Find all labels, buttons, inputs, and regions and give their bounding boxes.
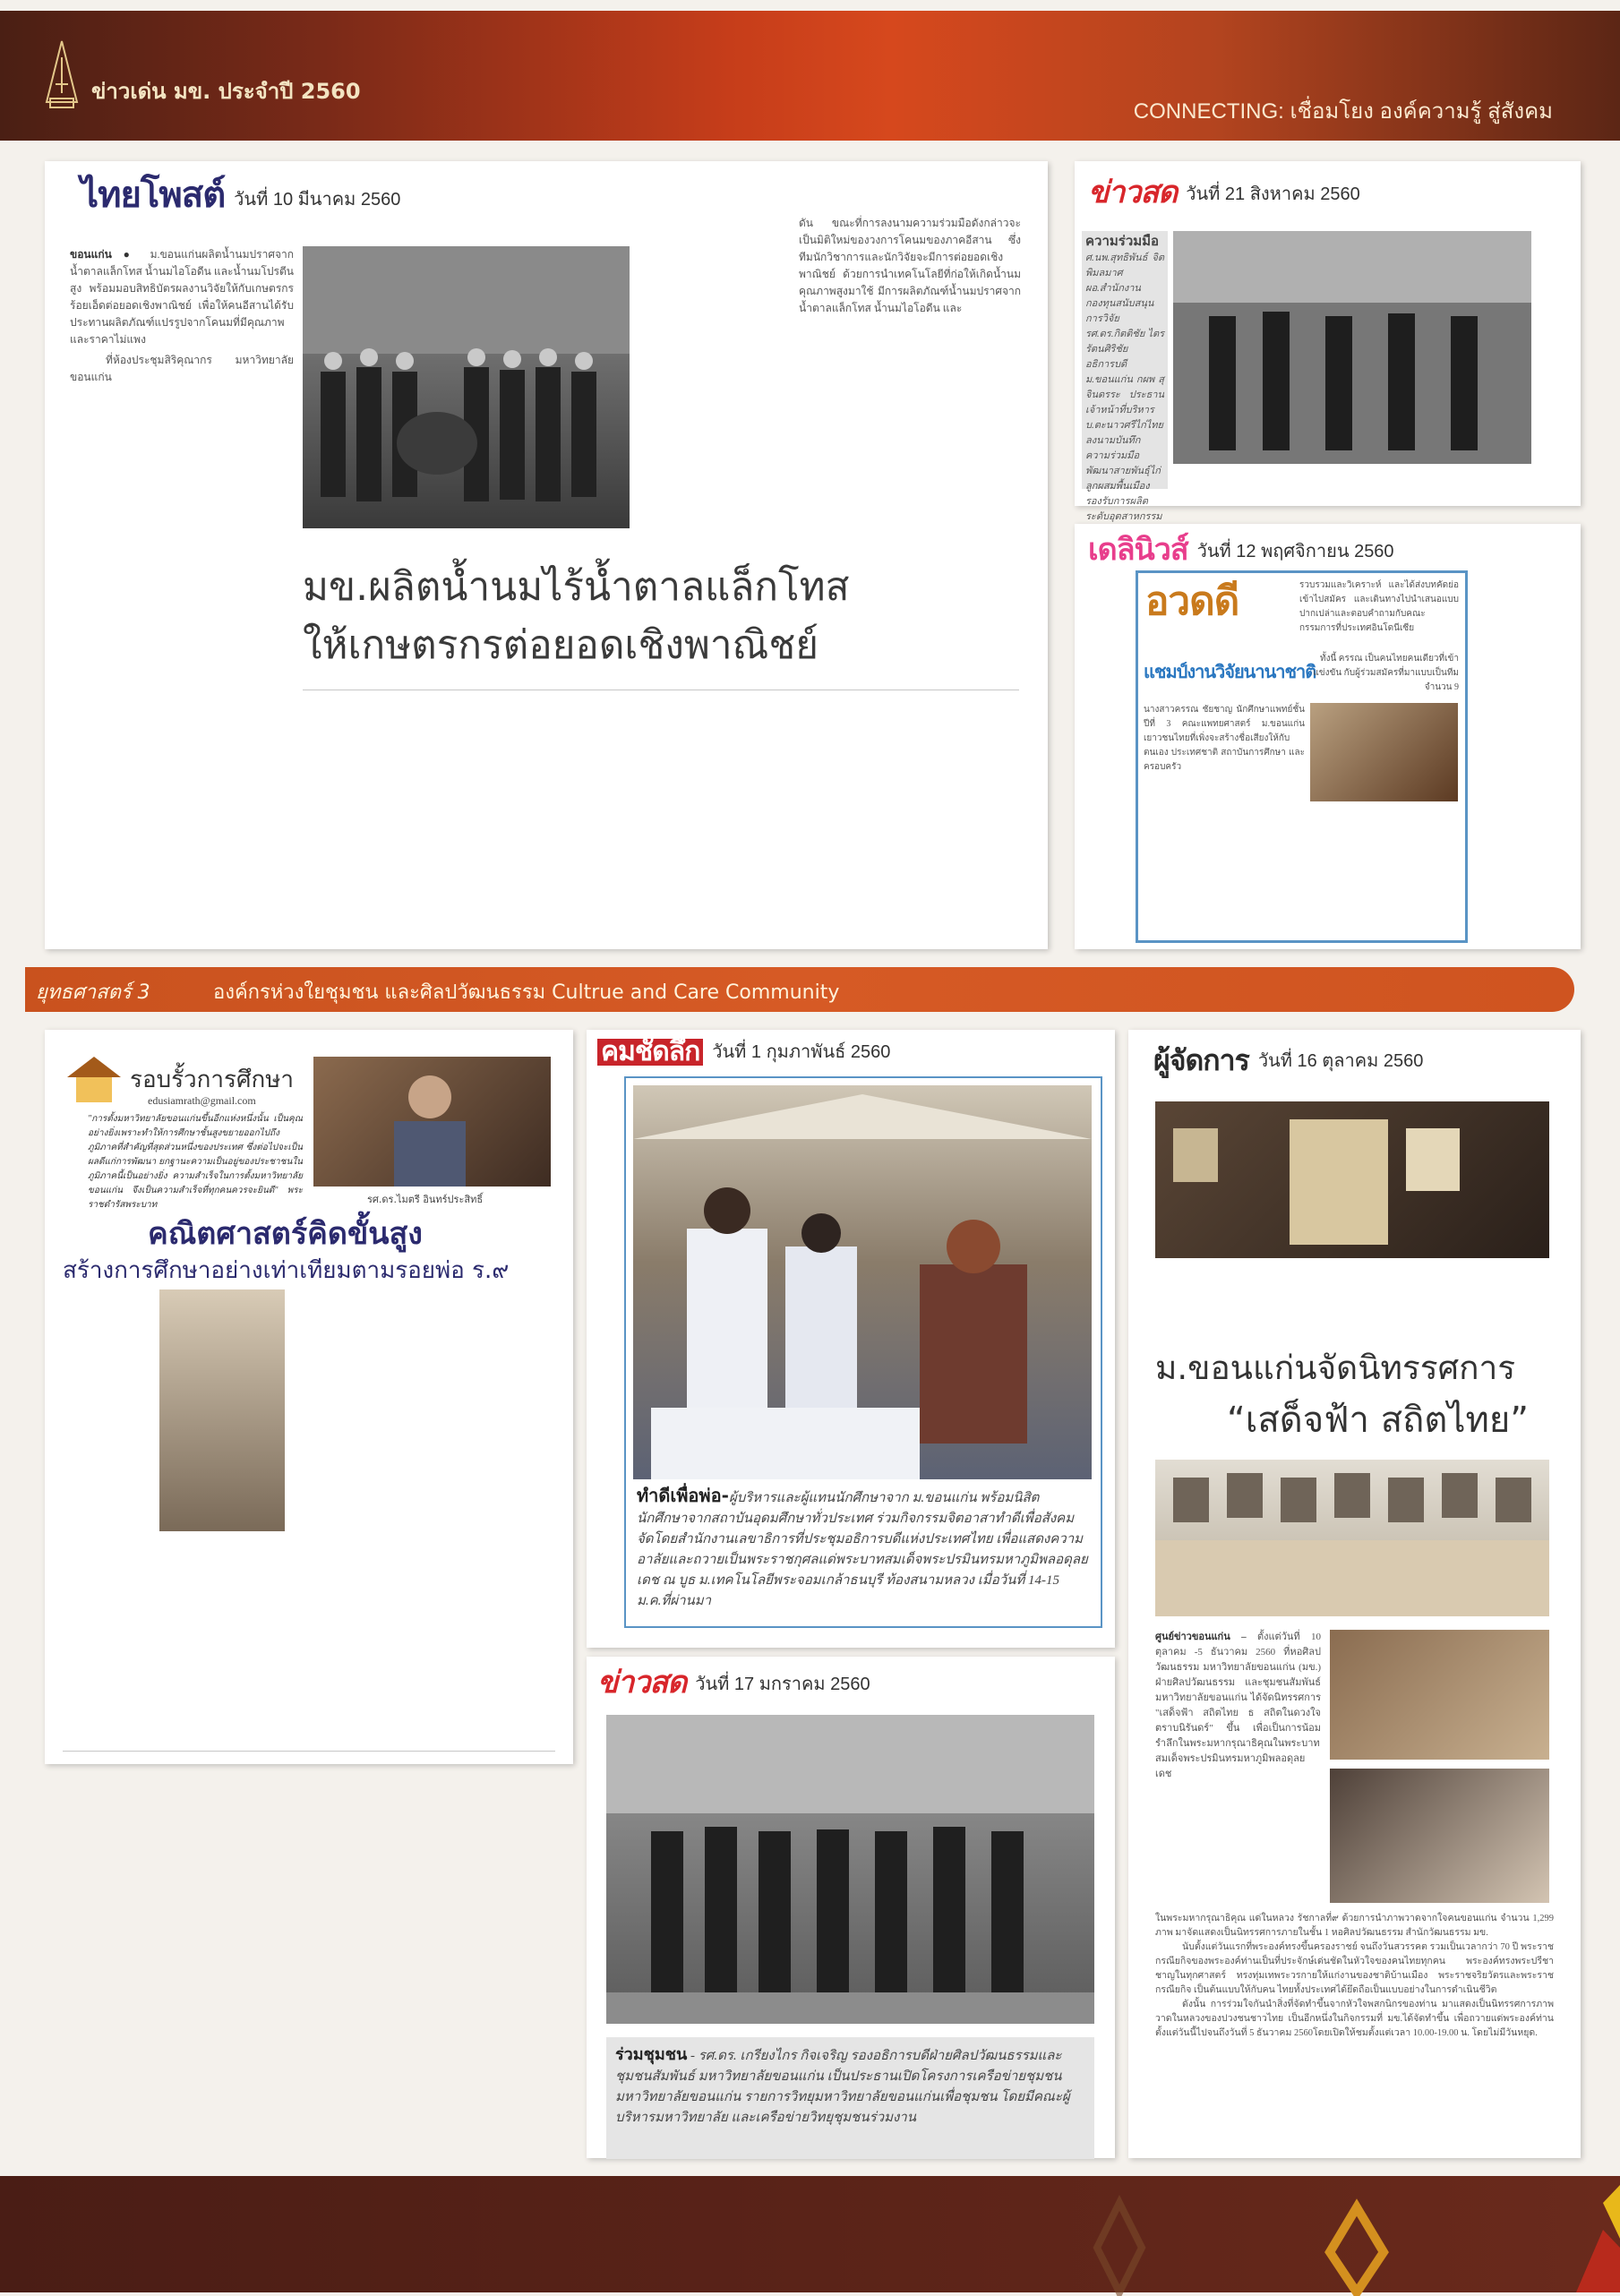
paragraph: นับตั้งแต่วันแรกที่พระองค์ทรงขึ้นครองราชย์ จนถึงวันสวรรคต รวมเป็นเวลากว่า 70 ปี พระราชกรณียกิจของพระองค์ท่านเป็นที่ประจักษ์เด่นชัดในหัวใจของคนไทยทุกคน พระองค์ทรงพระปรีชาชาญในทุกศาสตร์ ทรงทุ่มเทพระวรกายให้แก่งานของชาติบ้านเมือง พระราชจริยวัตรและพระราชกรณียกิจ เป็นต้นแบบให้กับคน ไทยทั้งประเทศได้ยึดถือเป็นแบบอย่างในการดำเนินชีวิต — [1155, 1942, 1554, 1995]
divider — [63, 1751, 555, 1752]
column-text-top — [1299, 578, 1459, 650]
photo-caption: รศ.ดร.ไมตรี อินทร์ประสิทธิ์ — [367, 1194, 484, 1205]
classroom-photo — [159, 1289, 285, 1531]
headline-line-2: “เสด็จฟ้า สถิตไทย” — [1227, 1400, 1529, 1441]
strategy-number: ยุทธศาสตร์ 3 — [36, 981, 150, 1004]
body-text: นางสาวครรณ ชัยชาญ นักศึกษาแพทย์ชั้นปีที่ 3 คณะแพทยศาสตร์ ม.ขอนแก่น เยาวชนไทยที่เพิ่งจะสร้างชื่อเสียงให้กับตนเอง ประเทศชาติ สถาบันการศึกษา และครอบครัว — [1144, 705, 1305, 772]
column-text-body — [1144, 703, 1305, 931]
signing-ceremony-photo-icon — [1173, 231, 1531, 464]
volunteer-photo — [633, 1085, 1092, 1479]
article-khaosod-aug — [1075, 161, 1581, 522]
dateline: ขอนแก่น ● — [70, 248, 139, 261]
manager-logo: ผู้จัดการ — [1153, 1043, 1249, 1077]
masthead — [597, 1665, 870, 1701]
article-dailynews — [1075, 524, 1581, 949]
headline-line-1: ม.ขอนแก่นจัดนิทรรศการ — [1155, 1349, 1516, 1387]
article-column-left — [70, 246, 294, 909]
header-title: ข่าวเด่น มข. ประจำปี 2560 — [91, 79, 361, 104]
lead-text: ตั้งแต่วันที่ 10 ตุลาคม -5 ธันวาคม 2560 ที่หอศิลปวัฒนธรรม มหาวิทยาลัยขอนแก่น (มข.) ฝ่ายศิลปวัฒนธรรม และชุมชนสัมพันธ์ มหาวิทยาลัยขอนแก่น ได้จัดนิทรรศการ "เสด็จฟ้า สถิตไทย ธ สถิตในดวงใจตราบนิรันดร์" ขึ้น เพื่อเป็นการน้อมรำลึกในพระมหากรุณาธิคุณในพระบาทสมเด็จพระปรมินทรมหาภูมิพลอดุลยเดช — [1155, 1632, 1321, 1779]
caption-heading: ความร่วมมือ — [1085, 235, 1160, 249]
group-photo-icon — [303, 246, 630, 528]
article-photo — [1310, 703, 1458, 801]
clipping-frame — [624, 1076, 1102, 1628]
komchadluek-logo: คมชัดลึก — [597, 1039, 703, 1066]
paragraph: ในพระมหากรุณาธิคุณ แด่ในหลวง รัชกาลที่๙ ด้วยการนำภาพวาดจากใจคนขอนแก่น จำนวน 1,299 ภาพ มาจัดแสดงเป็นนิทรรศการภายในชั้น 1 หอศิลปวัฒนธรรม สำนักวัฒนธรรม มข. — [1155, 1914, 1554, 1938]
portrait-photo — [313, 1057, 551, 1187]
exhibition-photo-small-1 — [1330, 1630, 1549, 1760]
caption-heading: ร่วมชุมชน — [615, 2045, 688, 2063]
masthead — [1088, 177, 1360, 208]
headline-line-1: คณิตศาสตร์คิดขั้นสูง — [148, 1216, 423, 1252]
article-khaosod-jan — [587, 1657, 1115, 2158]
quote — [88, 1112, 303, 1210]
page-header — [0, 11, 1620, 141]
artwork-wall-photo-icon — [1155, 1460, 1549, 1616]
quote-text: "การตั้งมหาวิทยาลัยขอนแก่นขึ้นอีกแห่งหนึ่งนั้น เป็นคุณอย่างยิ่งเพราะทำให้การศึกษาชั้นสูงขยายออกไปถึงภูมิภาคที่สำคัญที่สุดส่วนหนึ่งของประเทศ ซึ่งต่อไปจะเป็นผลดีแก่การพัฒนา ยกฐานะความเป็นอยู่ของประชาชนในภูมิภาคนี้เป็นอย่างยิ่ง ความสำเร็จในการตั้งมหาวิทยาลัยขอนแก่น จึงเป็นความสำเร็จที่ทุกคนควรจะยินดี" พระราชดำรัสพระบาท — [88, 1114, 303, 1210]
body-text: ดัน ขณะที่การลงนามความร่วมมือดังกล่าวจะเป็นมิติใหม่ของวงการโคนมของภาคอีสาน ซึ่งทีมนักวิชาการและนักวิจัยจะมีการต่อยอดเชิงพาณิชย์ ด้วยการนำเทคโนโลยีที่ก่อให้เกิดน้ำนมคุณภาพสูงมาใช้ มีการผลิตภัณฑ์น้ำนมปราศจากน้ำตาลแล็กโทส น้ำนมไอโอดีน และ — [799, 217, 1021, 314]
photo-caption — [1082, 231, 1168, 522]
lead-text: ม.ขอนแก่นผลิตน้ำนมปราศจากน้ำตาลแล็กโทส น้ำนมไอโอดีน และน้ำนมโปรตีนสูง พร้อมมอบสิทธิบัตรผลงานวิจัยให้กับเกษตรกรร้อยเอ็ดต่อยอดเชิงพาณิชย์ เพื่อให้คนอีสานได้รับประทานผลิตภัณฑ์แปรรูปจากโคนมที่มีคุณภาพและราคาไม่แพง — [70, 248, 294, 346]
publish-date: วันที่ 21 สิงหาคม 2560 — [1186, 184, 1360, 204]
photo-caption — [606, 2037, 1094, 2159]
article-komchadluek — [587, 1030, 1115, 1648]
house-icon — [63, 1052, 125, 1106]
khaosod-logo: ข่าวสด — [1088, 175, 1178, 210]
article-photo — [303, 246, 630, 528]
masthead — [597, 1037, 890, 1066]
volunteers-photo-icon — [633, 1085, 1092, 1479]
exhibition-photo-small-2 — [1330, 1769, 1549, 1903]
body-text — [1155, 1912, 1554, 2145]
column-title: รอบรั้วการศึกษา — [130, 1067, 294, 1093]
university-emblem-icon — [43, 39, 81, 111]
headline-line-1: มข.ผลิตน้ำนมไร้น้ำตาลแล็กโทส — [303, 564, 850, 610]
exhibition-photo-top — [1155, 1101, 1549, 1258]
headline-line-2: ให้เกษตรกรต่อยอดเชิงพาณิชย์ — [303, 622, 819, 668]
group-photo — [606, 1715, 1094, 2024]
thaipost-logo: ไทยโพสต์ — [81, 175, 226, 216]
khaosod-logo: ข่าวสด — [597, 1665, 687, 1701]
email: edusiamrath@gmail.com — [148, 1094, 256, 1107]
publish-date: วันที่ 10 มีนาคม 2560 — [234, 190, 401, 210]
masthead — [81, 175, 401, 216]
dateline: ศูนย์ข่าวขอนแก่น – — [1155, 1632, 1247, 1642]
caption-text: - รศ.ดร. เกรียงไกร กิจเจริญ รองอธิการบดีฝ่ายศิลปวัฒนธรรมและชุมชนสัมพันธ์ มหาวิทยาลัยขอนแก่น เป็นประธานเปิดโครงการเครือข่ายชุมชนมหาวิทยาลัยขอนแก่น รายการวิทยุมหาวิทยาลัยขอนแก่นเพื่อชุมชน โดยมีคณะผู้บริหารมหาวิทยาลัย และเครือข่ายวิทยุชุมชนร่วมงาน — [615, 2049, 1070, 2125]
column-headline: แชมป์งานวิจัยนานาชาติ — [1144, 661, 1316, 682]
masthead — [1088, 532, 1394, 568]
column-logo: อวดดี — [1145, 578, 1239, 624]
article-siamrath — [45, 1030, 573, 1764]
article-manager — [1128, 1030, 1581, 2158]
header-tagline: CONNECTING: เชื่อมโยง องค์ความรู้ สู่สังคม — [1133, 99, 1553, 124]
article-thaipost — [45, 161, 1048, 949]
caption-text: ผู้บริหารและผู้แทนนักศึกษาจาก ม.ขอนแก่น พร้อมนิสิตนักศึกษาจากสถาบันอุดมศึกษาทั่วประเทศ ร่วมกิจกรรมจิตอาสาทำดีเพื่อสังคม จัดโดยสำนักงานเลขาธิการที่ประชุมอธิการบดีแห่งประเทศไทย เพื่อแสดงความอาลัยและถวายเป็นพระราชกุศลแด่พระบาทสมเด็จพระปรมินทรมหาภูมิพลอดุลยเดช ณ บูธ ม.เทคโนโลยีพระจอมเกล้าธนบุรี ท้องสนามหลวง เมื่อวันที่ 14-15 ม.ค.ที่ผ่านมา — [637, 1491, 1088, 1608]
exhibition-photo-middle — [1155, 1460, 1549, 1616]
portrait-gallery-photo-icon — [1155, 1101, 1549, 1258]
body-text: ทั้งนี้ ครรณ เป็นคนไทยคนเดียวที่เข้าแข่งขัน กับผู้ร่วมสมัครที่มาแบบเป็นทีมจำนวน 9 — [1313, 654, 1459, 692]
publish-date: วันที่ 16 ตุลาคม 2560 — [1257, 1051, 1424, 1071]
article-photo — [1173, 231, 1531, 464]
caption-text: ศ.นพ.สุทธิพันธ์ จิตพิมลมาศ ผอ.สำนักงานกองทุนสนับสนุนการวิจัย รศ.ดร.กิตติชัย ไตรรัตนศิริชัย อธิการบดี ม.ขอนแก่น กผพ สุจินดรระ ประธานเจ้าหน้าที่บริหาร บ.ตะนาวศรีไก่ไทย ลงนามบันทึกความร่วมมือพัฒนาสายพันธุ์ไก่ลูกผสมพื้นเมืองรองรับการผลิตระดับอุตสาหกรรม — [1085, 253, 1164, 522]
publish-date: วันที่ 12 พฤศจิกายน 2560 — [1196, 542, 1394, 561]
dailynews-logo: เดลินิวส์ — [1088, 532, 1188, 568]
headline-line-2: สร้างการศึกษาอย่างเท่าเทียมตามรอยพ่อ ร.๙ — [63, 1257, 510, 1284]
article-column-right — [799, 215, 1021, 913]
masthead — [1153, 1043, 1424, 1077]
column-text-mid — [1313, 652, 1459, 700]
page-footer — [0, 2176, 1620, 2292]
paragraph: ดังนั้น การร่วมใจกันนำสิ่งที่จัดทำขึ้นจากหัวใจพสกนิกรของท่าน มาแสดงเป็นนิทรรศการภาพวาดในหลวงของปวงชนชาวไทย เป็นอีกหนึ่งในกิจกรรมที่ มข.ได้จัดทำขึ้น เพื่อถวายแด่พระองค์ท่านตั้งแต่วันนี้ไปจนถึงวันที่ 5 ธันวาคม 2560โดยเปิดให้ชมตั้งแต่เวลา 10.00-19.00 น. โดยไม่มีวันหยุด. — [1155, 2000, 1554, 2038]
ikat-pattern-decoration — [0, 2176, 1620, 2292]
paragraph: ที่ห้องประชุมสิริคุณากร มหาวิทยาลัยขอนแก่น — [70, 354, 294, 383]
photo-caption — [637, 1486, 1089, 1620]
strategy-title: องค์กรห่วงใยชุมชน และศิลปวัฒนธรรม Cultrue and Care Community — [213, 981, 840, 1004]
publish-date: วันที่ 1 กุมภาพันธ์ 2560 — [712, 1042, 891, 1062]
person-portrait-icon — [313, 1057, 551, 1187]
body-text: รวบรวมและวิเคราะห์ และได้ส่งบทคัดย่อเข้าไปสมัคร และเดินทางไปนำเสนอแบบปากเปล่าและตอบคำถามกับคณะกรรมการที่ประเทศอินโดนีเซีย — [1299, 580, 1459, 633]
community-group-photo-icon — [606, 1715, 1094, 2024]
publish-date: วันที่ 17 มกราคม 2560 — [695, 1675, 870, 1694]
lead-column — [1155, 1630, 1321, 1903]
strategy-banner — [25, 967, 1574, 1012]
clipping-frame — [1136, 570, 1468, 943]
caption-heading: ทำดีเพื่อพ่อ- — [637, 1485, 729, 1506]
